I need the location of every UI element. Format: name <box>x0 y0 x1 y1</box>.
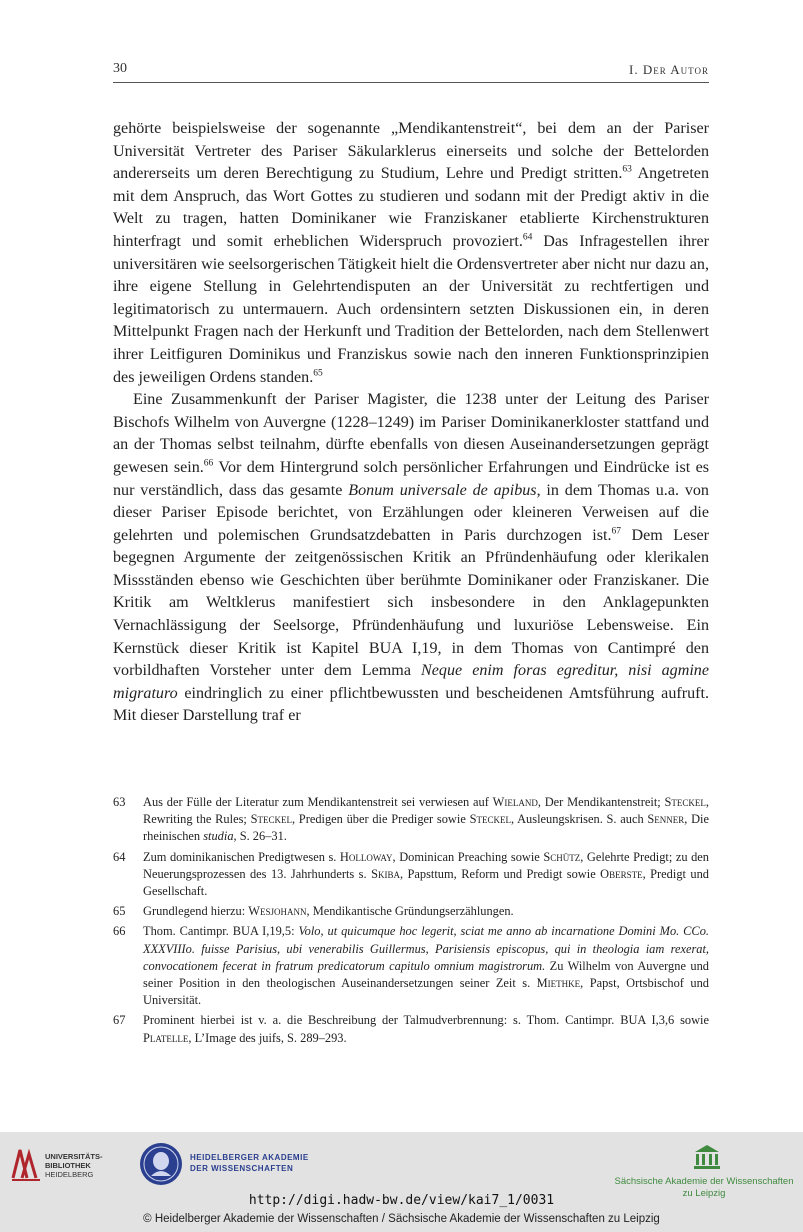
footnote-ref-67[interactable]: 67 <box>611 526 621 537</box>
saxon-academy-logo-text: Sächsische Akademie der Wissenschaften zu Leipzig <box>614 1176 794 1199</box>
paragraph-2: Eine Zusammenkunft der Pariser Magister, die 1238 unter der Leitung des Pariser Bischofs Wilhelm von Auvergne (1228–1249) im Pariser Dominikanerkloster stattfand und an der Thomas selbst teilnahm, dürfte ebenfalls von diesen Auseinandersetzungen geprägt gewesen sein.$^{66}$ Vor dem Hintergrund solch persönlicher Erfahrungen und Eindrücke ist es nur verständlich, dass das gesamte Bonum universale de apibus, in dem Thomas u.a. von dieser Pariser Episode berichtet, von Erzählungen oder kleineren Verweisen auf die gelehrten und polemischen Grundsatzdebatten in Paris durchzogen ist.$^{67}$ Dem Leser begegnen Argumente der zeitgenössischen Kritik an Pfründenhäufung oder klerikalen Missständen ebenso wie Geschichten über berühmte Dominikaner oder Franziskaner. Die Kritik am Weltklerus manifestiert sich insbesondere in den Anklagepunkten Vernachlässigung der Seelsorge, Pfründenhäufung und luxuriöse Lebensweise. Ein Kernstück dieser Kritik ist Kapitel BUA I,19, in dem Thomas von Cantimpré den vorbildhaften Vorsteher unter dem Lemma Neque enim foras egreditur, nisi agmine migraturo eindringlich zu einer pflichtbewussten und bescheidenen Amtsführung aufruft. Mit dieser Darstellung traf er <box>113 391 709 725</box>
paragraph-1: gehörte beispielsweise der sogenannte „Mendikantenstreit“, bei dem an der Pariser Universität Vertreter des Pariser Säkularklerus einerseits und solche der Bettelorden andererseits um deren Berechtigung zu Studium, Lehre und Predigt stritten.$^{63}$ Angetreten mit dem Anspruch, das Wort Gottes zu studieren und sodann mit der Predigt aktiv in die Welt zu tragen, hatten Dominikaner wie Franziskaner etablierte Kirchenstrukturen hinterfragt und somit erheblichen Widerspruch provoziert.$^{64}$ Das Infragestellen ihrer universitären wie seelsorgerischen Tätigkeit hielt die Ordensvertreter aber nicht nur dazu an, ihre eigene Stellung in Gelehrtendisputen an der Universität zu rechtfertigen und legitimatorisch zu untermauern. Auch ordensintern setzten Diskussionen ein, in deren Mittelpunkt Fragen nach der Herkunft und Tradition der Bettelorden, nach dem Stellenwert ihrer Leitfiguren Dominikus und Franziskus sowie nach den inneren Funktionsprinzipien des jeweiligen Ordens standen.$^{65}$ <box>113 120 709 386</box>
academy-seal-icon[interactable] <box>139 1142 183 1186</box>
main-text <box>113 118 709 728</box>
viewer-footer <box>0 1132 803 1232</box>
copyright-notice: © Heidelberger Akademie der Wissenschaften / Sächsische Akademie der Wissenschaften zu Leipzig <box>143 1213 660 1225</box>
footnote-64: 64 Zum dominikanischen Predigtwesen s. Holloway, Dominican Preaching sowie Schütz, Gelehrte Predigt; zu den Neuerungsprozessen des 13. Jahrhunderts s. Skiba, Papsttum, Reform und Predigt sowie Oberste, Predigt und Gesellschaft. <box>113 849 709 899</box>
university-library-logo-text: UNIVERSITÄTS- BIBLIOTHEK HEIDELBERG <box>45 1152 103 1179</box>
footnote-65: 65 Grundlegend hierzu: Wesjohann, Mendikantische Gründungserzählungen. <box>113 904 514 919</box>
running-head <box>113 60 709 83</box>
page-number: 30 <box>113 61 127 76</box>
footnotes <box>113 794 709 1050</box>
footnote-66: 66 Thom. Cantimpr. BUA I,19,5: Volo, ut quicumque hoc legerit, sciat me anno ab incarnatione Domini Mo. CCo. XXXVIIIo. fuisse Parisius, ubi venerabilis Guillermus, Parisiensis episcopus, qui in theologia iam rexerat, convocationem fecerat in fratrum predicatorum capitulo omnium magistrorum. Zu Wilhelm von Auvergne und seiner Position in den theologischen Auseinandersetzungen seiner Zeit s. Miethke, Papst, Ortsbischof und Universität. <box>113 924 709 1008</box>
lemma-quote: Neque enim foras egreditur, nisi agmine migraturo <box>113 662 709 702</box>
permalink-url[interactable]: http://digi.hadw-bw.de/view/kai7_1/0031 <box>248 1193 555 1208</box>
footnote-ref-66[interactable]: 66 <box>203 458 214 469</box>
saxon-academy-logo-icon[interactable] <box>693 1144 721 1170</box>
footnote-ref-63[interactable]: 63 <box>622 164 632 175</box>
work-title: Bonum universale de apibus <box>348 481 537 499</box>
footnote-63: 63 Aus der Fülle der Literatur zum Mendikantenstreit sei verwiesen auf Wieland, Der Mendikantenstreit; Steckel, Rewriting the Rules; Steckel, Predigen über die Prediger sowie Steckel, Ausleungskrisen. S. auch Senner, Die rheinischen studia, S. 26–31. <box>113 795 710 844</box>
chapter-title: I. Der Autor <box>629 62 709 77</box>
footnote-ref-65[interactable]: 65 <box>313 368 323 379</box>
footnote-ref-64[interactable]: 64 <box>522 232 533 243</box>
footnote-67: 67 Prominent hierbei ist v. a. die Beschreibung der Talmudverbrennung: s. Thom. Cantimpr. BUA I,3,6 sowie Platelle, L’Image des juifs, S. 289–293. <box>113 1013 709 1045</box>
heidelberg-academy-logo-text: HEIDELBERGER AKADEMIE DER WISSENSCHAFTEN <box>190 1153 309 1173</box>
university-library-logo-icon[interactable] <box>10 1144 42 1182</box>
